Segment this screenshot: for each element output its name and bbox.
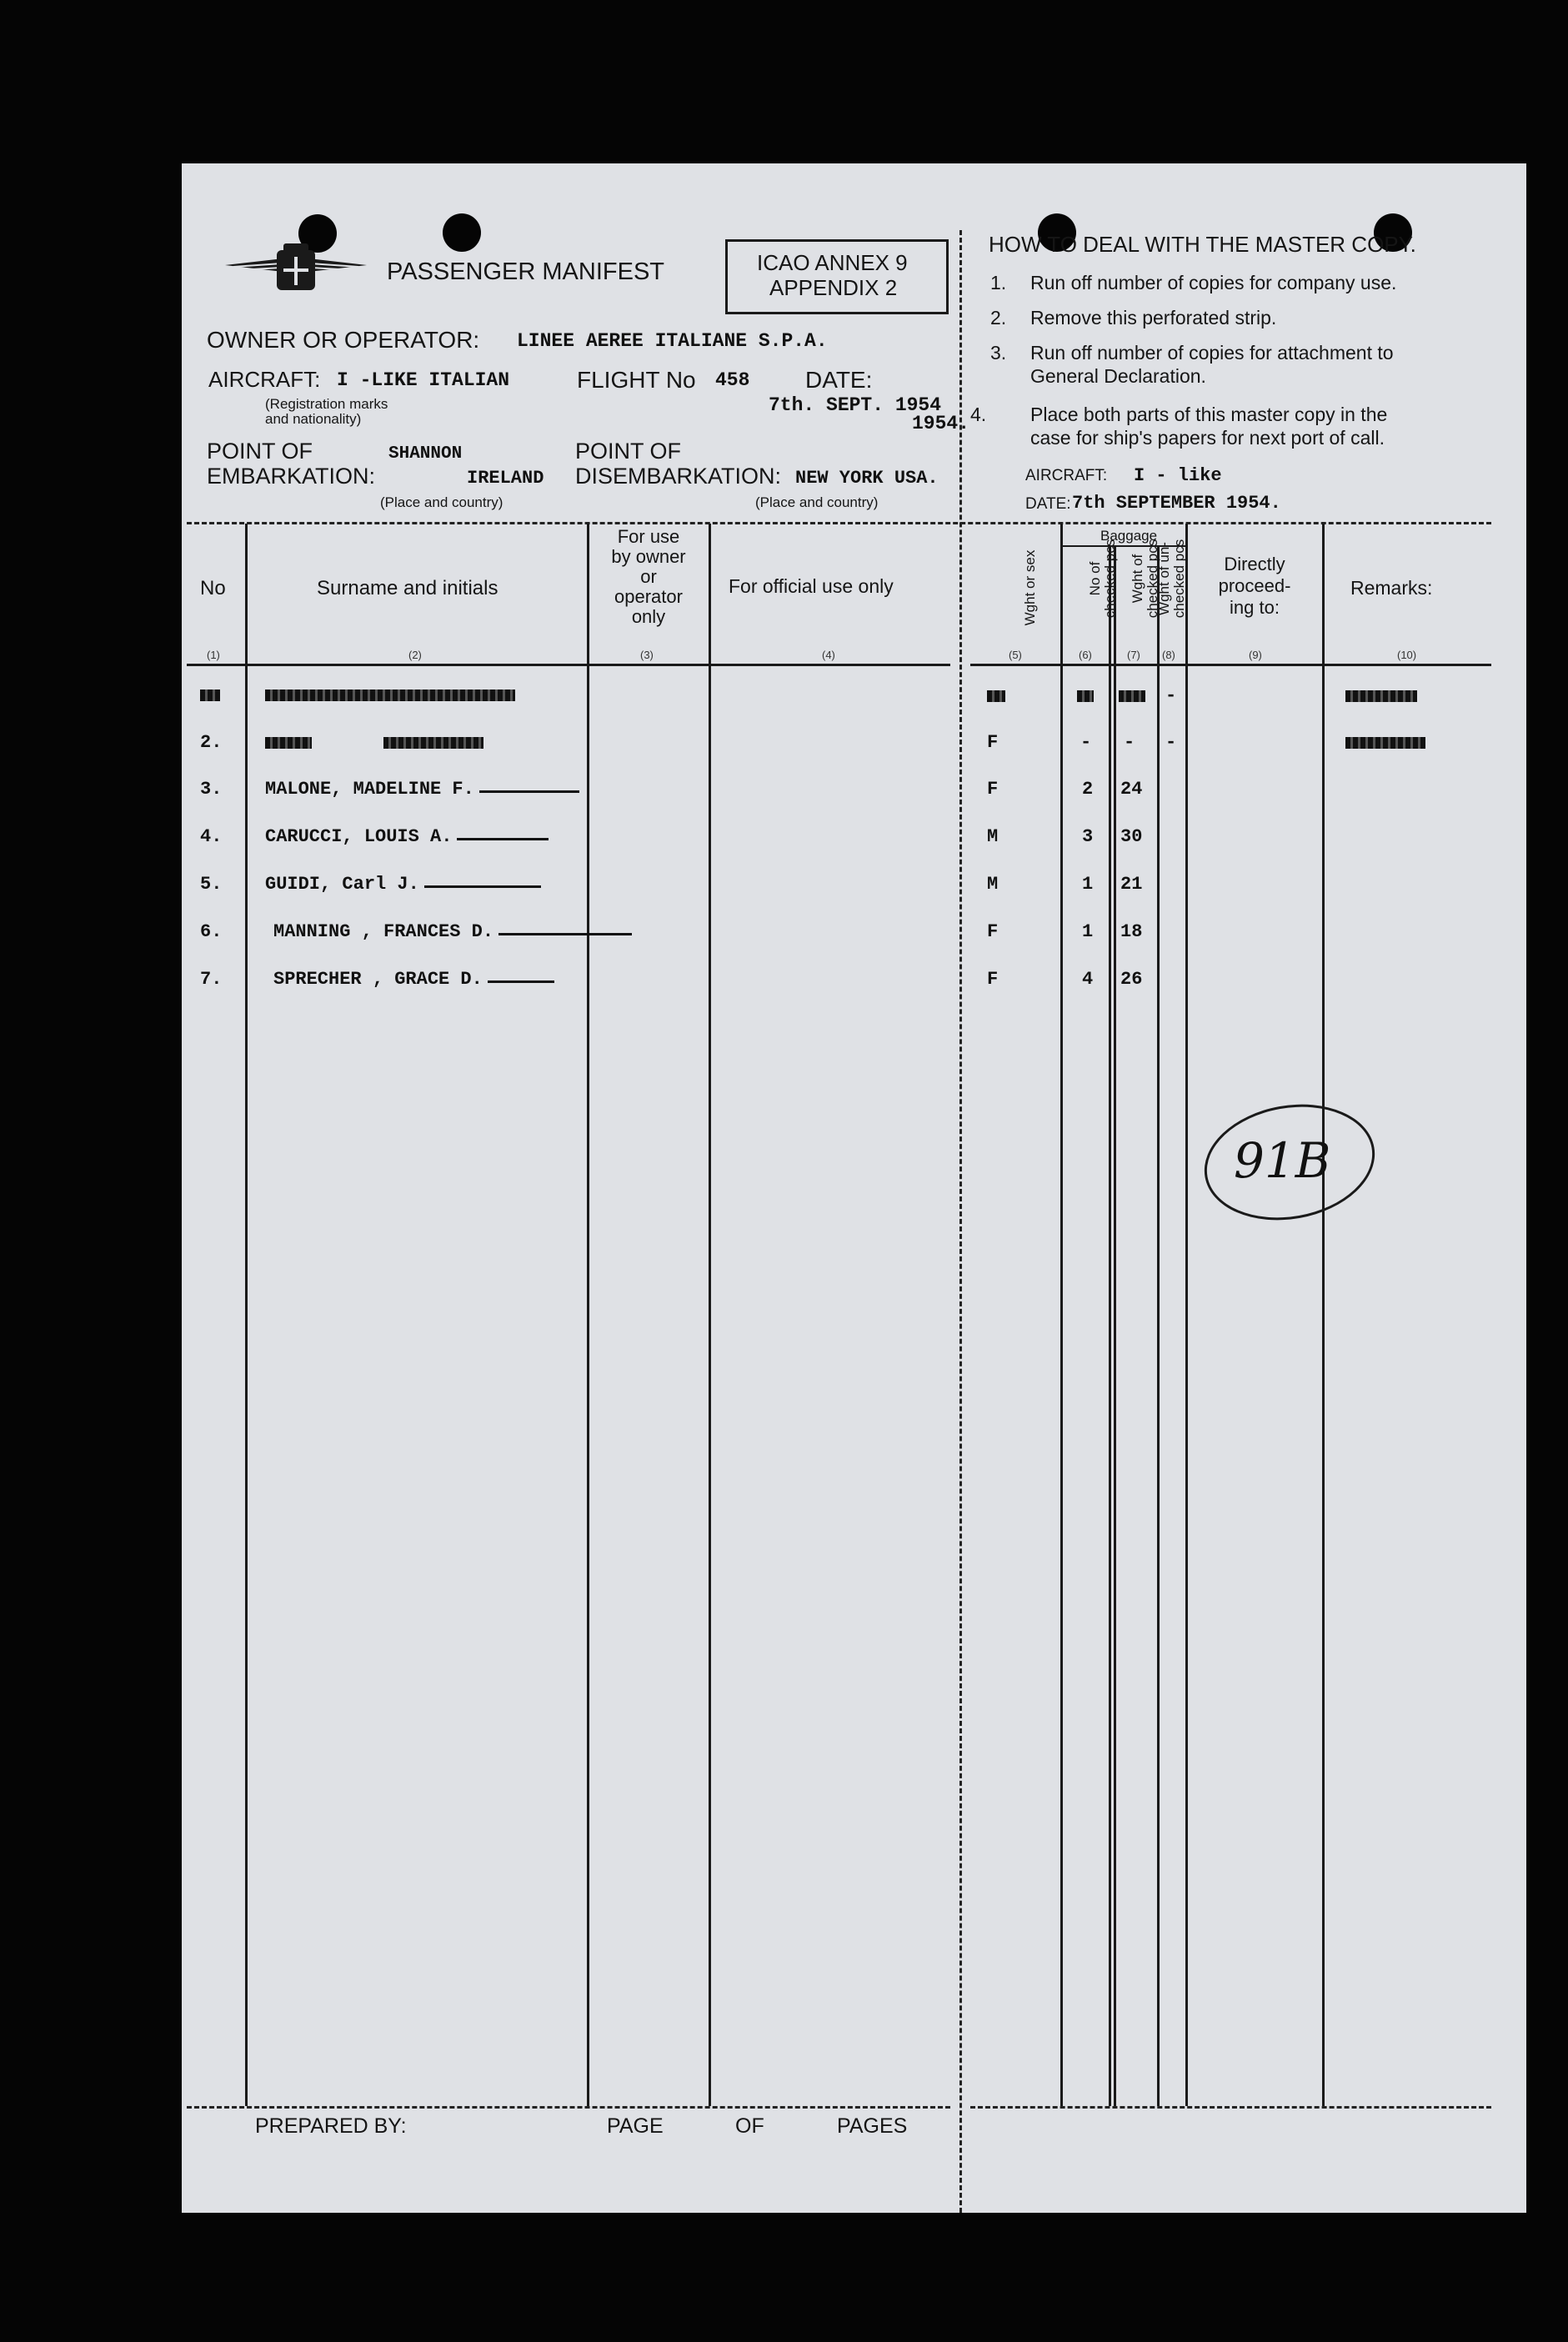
column-divider	[245, 524, 248, 2106]
unchecked-dash: -	[1165, 685, 1177, 706]
row-number: 2.	[200, 732, 223, 753]
checked-pieces: 3	[1082, 826, 1094, 847]
date-value-right: 7th SEPTEMBER 1954.	[1072, 493, 1281, 514]
checked-weight: 30	[1120, 826, 1143, 847]
column-divider	[1322, 524, 1325, 2106]
row-wght: -	[1124, 732, 1135, 753]
unchecked-dash: -	[1165, 732, 1177, 753]
instruction-number: 3.	[990, 342, 1007, 364]
disembarkation-value: NEW YORK USA.	[795, 468, 939, 489]
header-rule	[970, 664, 1491, 666]
row-number: 5.	[200, 874, 223, 895]
column-divider	[1157, 545, 1160, 2106]
disembarkation-label: DISEMBARKATION:	[575, 464, 782, 489]
redacted-entry	[265, 737, 312, 749]
passenger-name: SPRECHER , GRACE D.	[273, 969, 483, 990]
instruction-number: 2.	[990, 307, 1007, 328]
embarkation-label: POINT OF	[207, 439, 313, 464]
column-divider	[709, 524, 711, 2106]
instruction-number: 4.	[970, 404, 987, 425]
col-official: For official use only	[729, 575, 894, 597]
instruction-text: Remove this perforated strip.	[1030, 307, 1277, 328]
checked-pieces: 1	[1082, 874, 1094, 895]
row-number: 3.	[200, 779, 223, 800]
col-surname: Surname and initials	[317, 577, 498, 599]
col-number: (2)	[408, 649, 422, 661]
aircraft-value-right: I - like	[1134, 465, 1222, 486]
column-divider	[587, 524, 589, 2106]
date-label: DATE:	[805, 367, 873, 393]
passenger-name: MANNING , FRANCES D.	[273, 921, 494, 942]
row-sex: F	[987, 732, 999, 753]
passenger-sex: F	[987, 779, 999, 800]
manifest-title: PASSENGER MANIFEST	[387, 258, 665, 285]
checked-weight: 26	[1120, 969, 1143, 990]
airline-logo	[225, 238, 367, 297]
passenger-sex: M	[987, 826, 999, 847]
col-checked-pcs: No of checked pcs	[1087, 539, 1118, 619]
col-baggage: Baggage	[1100, 528, 1158, 544]
page-label: PAGE	[607, 2114, 664, 2138]
redacted-entry	[1345, 737, 1425, 749]
col-number: (1)	[207, 649, 220, 661]
redacted-entry	[1077, 690, 1094, 702]
embarkation-value: IRELAND	[467, 468, 544, 489]
col-sex: Wght or sex	[1022, 549, 1038, 626]
col-directly: Directly proceed- ing to:	[1218, 554, 1291, 618]
registration-note: and nationality)	[265, 411, 362, 427]
date-label-right: DATE:	[1025, 495, 1071, 513]
flight-label: FLIGHT No	[577, 367, 696, 393]
col-no: No	[200, 577, 226, 599]
instruction-number: 1.	[990, 272, 1007, 293]
column-divider	[1060, 524, 1063, 2106]
owner-label: OWNER OR OPERATOR:	[207, 327, 480, 353]
checked-pieces: 4	[1082, 969, 1094, 990]
column-divider	[1109, 545, 1111, 2106]
date-value-extra: 1954.	[912, 413, 970, 434]
col-owner-use: For use by owner or operator only	[611, 526, 686, 627]
date-value: 7th. SEPT. 1954	[769, 394, 942, 416]
col-number: (9)	[1249, 649, 1262, 661]
row-number: 6.	[200, 921, 223, 942]
redacted-entry	[1119, 690, 1145, 702]
passenger-name: CARUCCI, LOUIS A.	[265, 826, 453, 847]
passenger-sex: F	[987, 969, 999, 990]
pen-underline	[457, 838, 549, 840]
column-divider	[1114, 545, 1116, 2106]
col-wght-unchecked: Wght of un- checked pcs	[1156, 539, 1187, 619]
col-number: (3)	[640, 649, 654, 661]
aircraft-label-right: AIRCRAFT:	[1025, 467, 1108, 484]
icao-appendix: APPENDIX 2	[769, 275, 898, 300]
checked-weight: 18	[1120, 921, 1143, 942]
checked-pieces: 2	[1082, 779, 1094, 800]
col-number: (10)	[1397, 649, 1417, 661]
embarkation-value: SHANNON	[388, 444, 463, 464]
perforation-line	[959, 230, 962, 2213]
redacted-entry	[1345, 690, 1417, 702]
col-number: (8)	[1162, 649, 1175, 661]
redacted-entry	[987, 690, 1005, 702]
column-divider	[1185, 524, 1188, 2106]
flight-value: 458	[715, 369, 750, 391]
passenger-name: GUIDI, Carl J.	[265, 874, 419, 895]
col-number: (5)	[1009, 649, 1022, 661]
passenger-sex: M	[987, 874, 999, 895]
row-pcs: -	[1080, 732, 1092, 753]
table-bottom-rule	[187, 2106, 950, 2109]
manifest-sheet	[182, 163, 1526, 2213]
punch-hole	[443, 213, 481, 252]
place-note: (Place and country)	[380, 494, 503, 510]
owner-value: LINEE AEREE ITALIANE S.P.A.	[517, 330, 828, 352]
instruction-text: case for ship's papers for next port of call.	[1030, 427, 1385, 449]
redacted-entry	[383, 737, 483, 749]
handwritten-annotation: 91B	[1234, 1132, 1331, 1189]
pages-label: PAGES	[837, 2114, 908, 2138]
redacted-entry	[200, 690, 220, 701]
place-note: (Place and country)	[755, 494, 879, 510]
instruction-text: Run off number of copies for company use.	[1030, 272, 1397, 293]
table-top-rule	[187, 522, 1491, 524]
icao-annex: ICAO ANNEX 9	[757, 250, 908, 275]
instructions-title: HOW TO DEAL WITH THE MASTER COPY.	[989, 232, 1416, 257]
of-label: OF	[735, 2114, 764, 2138]
passenger-sex: F	[987, 921, 999, 942]
instruction-text: Place both parts of this master copy in the	[1030, 404, 1388, 425]
pen-underline	[488, 980, 554, 983]
col-number: (4)	[822, 649, 835, 661]
instruction-text: General Declaration.	[1030, 365, 1206, 387]
aircraft-label: AIRCRAFT:	[208, 367, 321, 392]
checked-pieces: 1	[1082, 921, 1094, 942]
passenger-name: MALONE, MADELINE F.	[265, 779, 474, 800]
registration-note: (Registration marks	[265, 396, 388, 412]
prepared-by-label: PREPARED BY:	[255, 2114, 407, 2138]
header-rule	[187, 664, 950, 666]
instruction-text: Run off number of copies for attachment to	[1030, 342, 1394, 364]
checked-weight: 21	[1120, 874, 1143, 895]
col-number: (6)	[1079, 649, 1092, 661]
pen-underline	[479, 790, 579, 793]
redacted-entry	[265, 690, 515, 701]
aircraft-value: I -LIKE ITALIAN	[337, 369, 510, 391]
embarkation-label: EMBARKATION:	[207, 464, 376, 489]
disembarkation-label: POINT OF	[575, 439, 682, 464]
table-bottom-rule	[970, 2106, 1491, 2109]
col-wght-checked: Wght of checked pcs	[1130, 539, 1160, 619]
row-number: 7.	[200, 969, 223, 990]
pen-underline	[498, 933, 632, 935]
row-number: 4.	[200, 826, 223, 847]
col-number: (7)	[1127, 649, 1140, 661]
pen-underline	[424, 885, 541, 888]
col-remarks: Remarks:	[1350, 577, 1433, 599]
checked-weight: 24	[1120, 779, 1143, 800]
